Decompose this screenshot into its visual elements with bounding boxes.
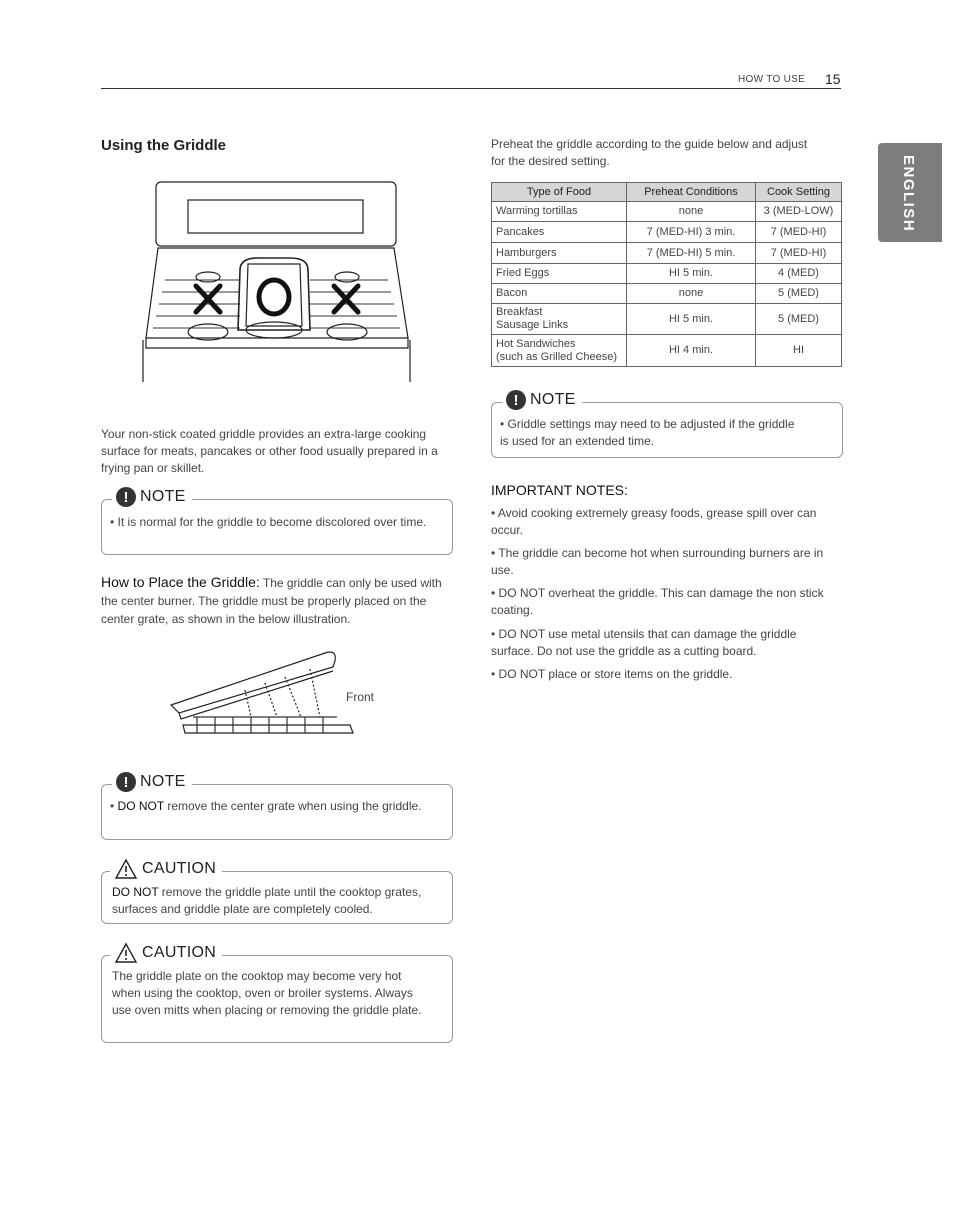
col-header-preheat: Preheat Conditions	[627, 183, 756, 202]
important-item: • Avoid cooking extremely greasy foods, grease spill over can occur.	[491, 506, 817, 537]
note3-text: Griddle settings may need to be adjusted if the griddle is used for an extended time.	[500, 417, 795, 448]
bullet-dot: •	[500, 417, 508, 431]
important-item: • DO NOT use metal utensils that can damage the griddle surface. Do not use the griddle as a cutting board.	[491, 627, 797, 658]
table-row	[492, 243, 842, 264]
important-item: • DO NOT place or store items on the griddle.	[491, 667, 733, 681]
cell-food: Pancakes	[492, 222, 627, 243]
place-heading: How to Place the Griddle:	[101, 574, 260, 590]
col-header-food: Type of Food	[492, 183, 627, 202]
note-heading: ! NOTE	[502, 390, 582, 410]
cell-food: Fried Eggs	[492, 264, 627, 284]
section-title: Using the Griddle	[101, 137, 227, 154]
preheat-table	[491, 182, 842, 367]
note-box-center-grate	[101, 773, 453, 840]
cell-setting: 7 (MED-HI)	[756, 222, 842, 243]
page-number: 15	[825, 71, 841, 87]
cell-setting: 4 (MED)	[756, 264, 842, 284]
cell-preheat: HI 4 min.	[627, 335, 756, 367]
table-row	[492, 284, 842, 304]
header-rule	[101, 88, 841, 89]
preheat-intro: Preheat the griddle according to the guide below and adjust for the desired setting.	[491, 137, 808, 168]
cell-preheat: 7 (MED-HI) 3 min.	[627, 222, 756, 243]
table-header-row	[492, 183, 842, 202]
cell-setting: 5 (MED)	[756, 304, 842, 335]
cell-food: Warming tortillas	[492, 202, 627, 222]
note2-emph: DO NOT	[117, 799, 164, 813]
bullet-dot: •	[110, 515, 118, 529]
cell-setting: HI	[756, 335, 842, 367]
cell-preheat: HI 5 min.	[627, 304, 756, 335]
caution1-text: remove the griddle plate until the cooktop grates, surfaces and griddle plate are completely cooled.	[112, 885, 422, 916]
exclamation-icon: !	[506, 390, 526, 410]
warning-triangle-icon	[114, 942, 138, 964]
important-item: • DO NOT overheat the griddle. This can damage the non stick coating.	[491, 586, 824, 617]
note-box-discoloration	[101, 488, 453, 555]
front-label: Front	[346, 690, 375, 704]
table-row	[492, 304, 842, 335]
place-text-line1: The griddle can only be used	[262, 576, 417, 590]
language-tab	[878, 143, 942, 242]
intro-paragraph: Your non-stick coated griddle provides an extra-large cooking surface for meats, pancakes or other food usually prepared in a frying pan or skillet.	[101, 427, 438, 475]
header-section-label: HOW TO USE	[738, 74, 806, 85]
table-row	[492, 222, 842, 243]
cell-preheat: 7 (MED-HI) 5 min.	[627, 243, 756, 264]
table-row	[492, 264, 842, 284]
exclamation-icon: !	[116, 487, 136, 507]
bullet-dot: •	[110, 799, 118, 813]
cell-preheat: none	[627, 202, 756, 222]
cell-food: Hot Sandwiches (such as Grilled Cheese)	[492, 335, 627, 367]
cell-setting: 7 (MED-HI)	[756, 243, 842, 264]
note-heading: ! NOTE	[112, 772, 192, 792]
cell-setting: 3 (MED-LOW)	[756, 202, 842, 222]
language-tab-label: ENGLISH	[900, 155, 917, 233]
note-heading: ! NOTE	[112, 487, 192, 507]
cell-food: Bacon	[492, 284, 627, 304]
cell-food: Hamburgers	[492, 243, 627, 264]
table-row	[492, 202, 842, 222]
range-griddle-illustration	[140, 180, 415, 385]
table-row	[492, 335, 842, 367]
griddle-placement-illustration	[165, 645, 355, 745]
important-notes-heading: IMPORTANT NOTES:	[491, 482, 628, 498]
caution-heading: CAUTION	[110, 858, 222, 880]
cell-food: Breakfast Sausage Links	[492, 304, 627, 335]
exclamation-icon: !	[116, 772, 136, 792]
place-paragraph	[101, 573, 456, 628]
caution1-emph: DO NOT	[112, 885, 159, 899]
caution-box-hot-plate	[101, 944, 453, 1043]
note-box-extended-use	[491, 391, 843, 458]
caution-box-cooling	[101, 860, 453, 924]
caution2-text: The griddle plate on the cooktop may become very hot when using the cooktop, oven or broiler systems. Always use oven mitts when placing or removing the griddle plate.	[112, 969, 422, 1017]
note2-text: remove the center grate when using the griddle.	[167, 799, 422, 813]
place-text-rest: with the center burner. The griddle must be properly placed on the center grate, as shown in the below illustration.	[101, 576, 442, 626]
caution-heading: CAUTION	[110, 942, 222, 964]
col-header-setting: Cook Setting	[756, 183, 842, 202]
warning-triangle-icon	[114, 858, 138, 880]
important-item: • The griddle can become hot when surrounding burners are in use.	[491, 546, 824, 577]
cell-preheat: HI 5 min.	[627, 264, 756, 284]
note1-text: It is normal for the griddle to become discolored over time.	[117, 515, 427, 529]
cell-preheat: none	[627, 284, 756, 304]
cell-setting: 5 (MED)	[756, 284, 842, 304]
